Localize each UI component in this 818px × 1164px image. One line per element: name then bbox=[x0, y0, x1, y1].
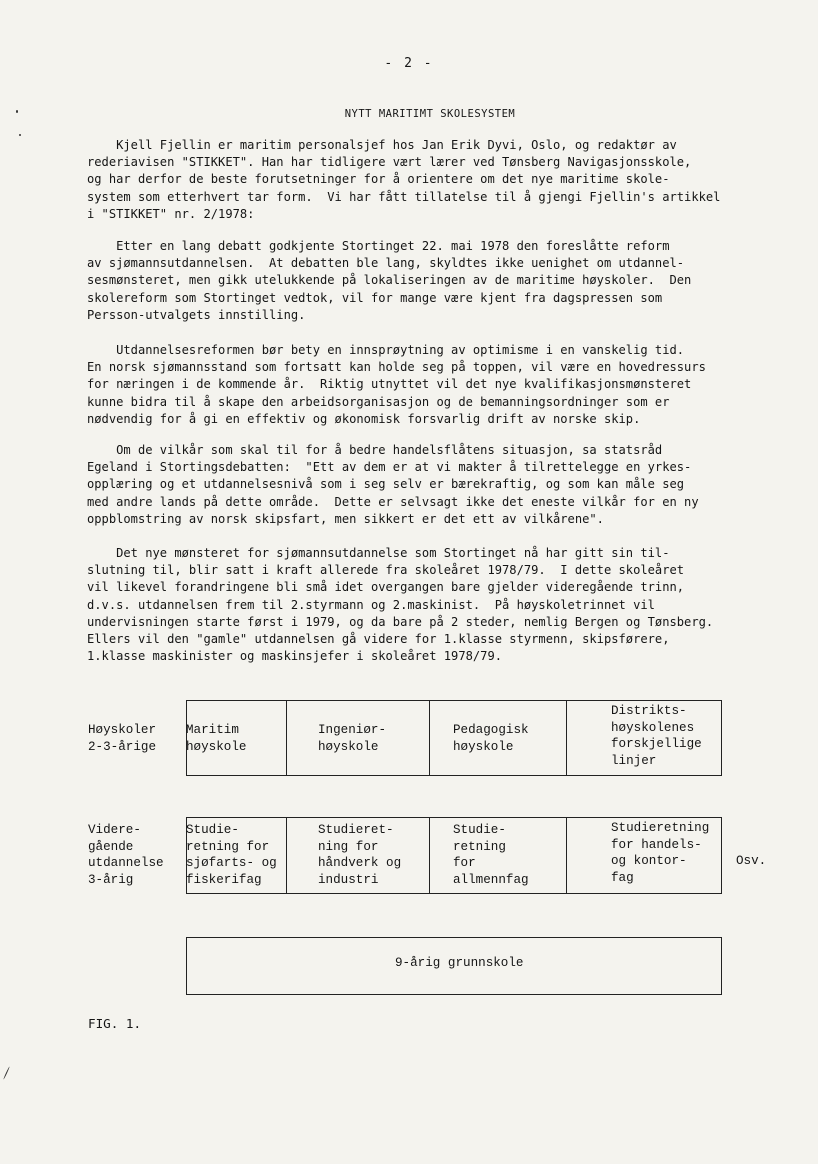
row3-bottom-border bbox=[186, 994, 722, 995]
diagram-cell: Pedagogisk høyskole bbox=[453, 723, 529, 754]
row1-top-border bbox=[186, 700, 722, 701]
row1-divider bbox=[721, 700, 722, 776]
figure-caption: FIG. 1. bbox=[88, 1016, 142, 1031]
diagram-cell: Studieret- ning for håndverk og industri bbox=[318, 823, 402, 887]
scan-speck bbox=[16, 110, 18, 113]
row3-divider bbox=[721, 937, 722, 995]
scan-mark bbox=[3, 1066, 10, 1079]
intro-paragraph: Kjell Fjellin er maritim personalsjef hos Jan Erik Dyvi, Oslo, og redaktør av rederiavisen "STIKKET". Han har tidligere vært lærer ved Tønsberg Navigasjonsskole, og har derfor de beste forutsetninger for å orientere om det nye maritime skole- system som etterhvert tar form. Vi har fått tillatelse til å gjengi Fjellin's artikkel i "STIKKET" nr. 2/1978: bbox=[87, 138, 721, 221]
diagram-cell: Studie- retning for allmennfag bbox=[453, 823, 529, 887]
row3-divider bbox=[186, 937, 187, 995]
row3-label: 9-årig grunnskole bbox=[395, 956, 524, 970]
row2-bottom-border bbox=[186, 893, 722, 894]
diagram-cell: Studieretning for handels- og kontor- fag bbox=[611, 821, 710, 885]
diagram-cell: Ingeniør- høyskole bbox=[318, 723, 387, 754]
body-paragraph-2: Utdannelsesreformen bør bety en innsprøytning av optimisme i en vanskelig tid. En norsk sjømannsstand som fortsatt kan holde seg på toppen, vil være en hovedressurs for næringen i de kommende år. Riktig utnyttet vil det nye kvalifikasjonsmønsteret kunne bidra til å skape den arbeidsorganisasjon og de bemanningsordninger som er nødvendig for å gi en effektiv og økonomisk forsvarlig drift av norske skip. bbox=[87, 343, 706, 426]
body-paragraph-1: Etter en lang debatt godkjente Stortinget 22. mai 1978 den foreslåtte reform av sjømannsutdannelsen. At debatten ble lang, skyldtes ikke uenighet om utdannel- sesmønsteret, men gikk utelukkende på lokaliseringen av de maritime høyskoler. Den skolereform som Stortinget vedtok, vil for mange være kjent fra dagspressen som Persson-utvalgets innstilling. bbox=[87, 239, 692, 322]
scan-speck bbox=[19, 134, 21, 136]
row2-divider bbox=[721, 817, 722, 894]
diagram-cell: Maritim høyskole bbox=[186, 723, 247, 754]
diagram-cell-extra: Osv. bbox=[736, 854, 767, 868]
row1-divider bbox=[286, 700, 287, 776]
row1-divider bbox=[566, 700, 567, 776]
row1-bottom-border bbox=[186, 775, 722, 776]
row2-divider bbox=[429, 817, 430, 894]
diagram-cell: Studie- retning for sjøfarts- og fiskerifag bbox=[186, 823, 277, 887]
body-paragraph-4: Det nye mønsteret for sjømannsutdannelse som Stortinget nå har gitt sin til- slutning til, blir satt i kraft allerede fra skoleåret 1978/79. I dette skoleåret vil likevel forandringene bli små idet overgangen bare gjelder videregående trinn, d.v.s. utdannelsen frem til 2.styrmann og 2.maskinist. På høyskoletrinnet vil undervisningen starte først i 1979, og da bare på 2 steder, nemlig Bergen og Tønsberg. Ellers vil den "gamle" utdannelsen gå videre for 1.klasse styrmenn, skipsførere, 1.klasse maskinister og maskinsjefer i skoleåret 1978/79. bbox=[87, 546, 714, 664]
row2-top-border bbox=[186, 817, 722, 818]
row3-top-border bbox=[186, 937, 722, 938]
diagram-cell: Distrikts- høyskolenes forskjellige linjer bbox=[611, 704, 702, 768]
body-paragraph-3: Om de vilkår som skal til for å bedre handelsflåtens situasjon, sa statsråd Egeland i Stortingsdebatten: "Ett av dem er at vi makter å tilrettelegge en yrkes- opplæring og et utdannelsesnivå som i seg selv er bærekraftig, og som kan måle seg med andre lands på dette område. Dette er selvsagt ikke det eneste vilkår for en ny oppblomstring av norsk skipsfart, men sikkert er det ett av vilkårene". bbox=[87, 443, 699, 526]
page-title: NYTT MARITIMT SKOLESYSTEM bbox=[344, 108, 516, 120]
row2-label: Videre- gående utdannelse 3-årig bbox=[88, 823, 164, 887]
row1-divider bbox=[429, 700, 430, 776]
page-number: - 2 - bbox=[384, 56, 434, 71]
row1-label: Høyskoler 2-3-årige bbox=[88, 723, 157, 754]
row2-divider bbox=[286, 817, 287, 894]
row2-divider bbox=[566, 817, 567, 894]
